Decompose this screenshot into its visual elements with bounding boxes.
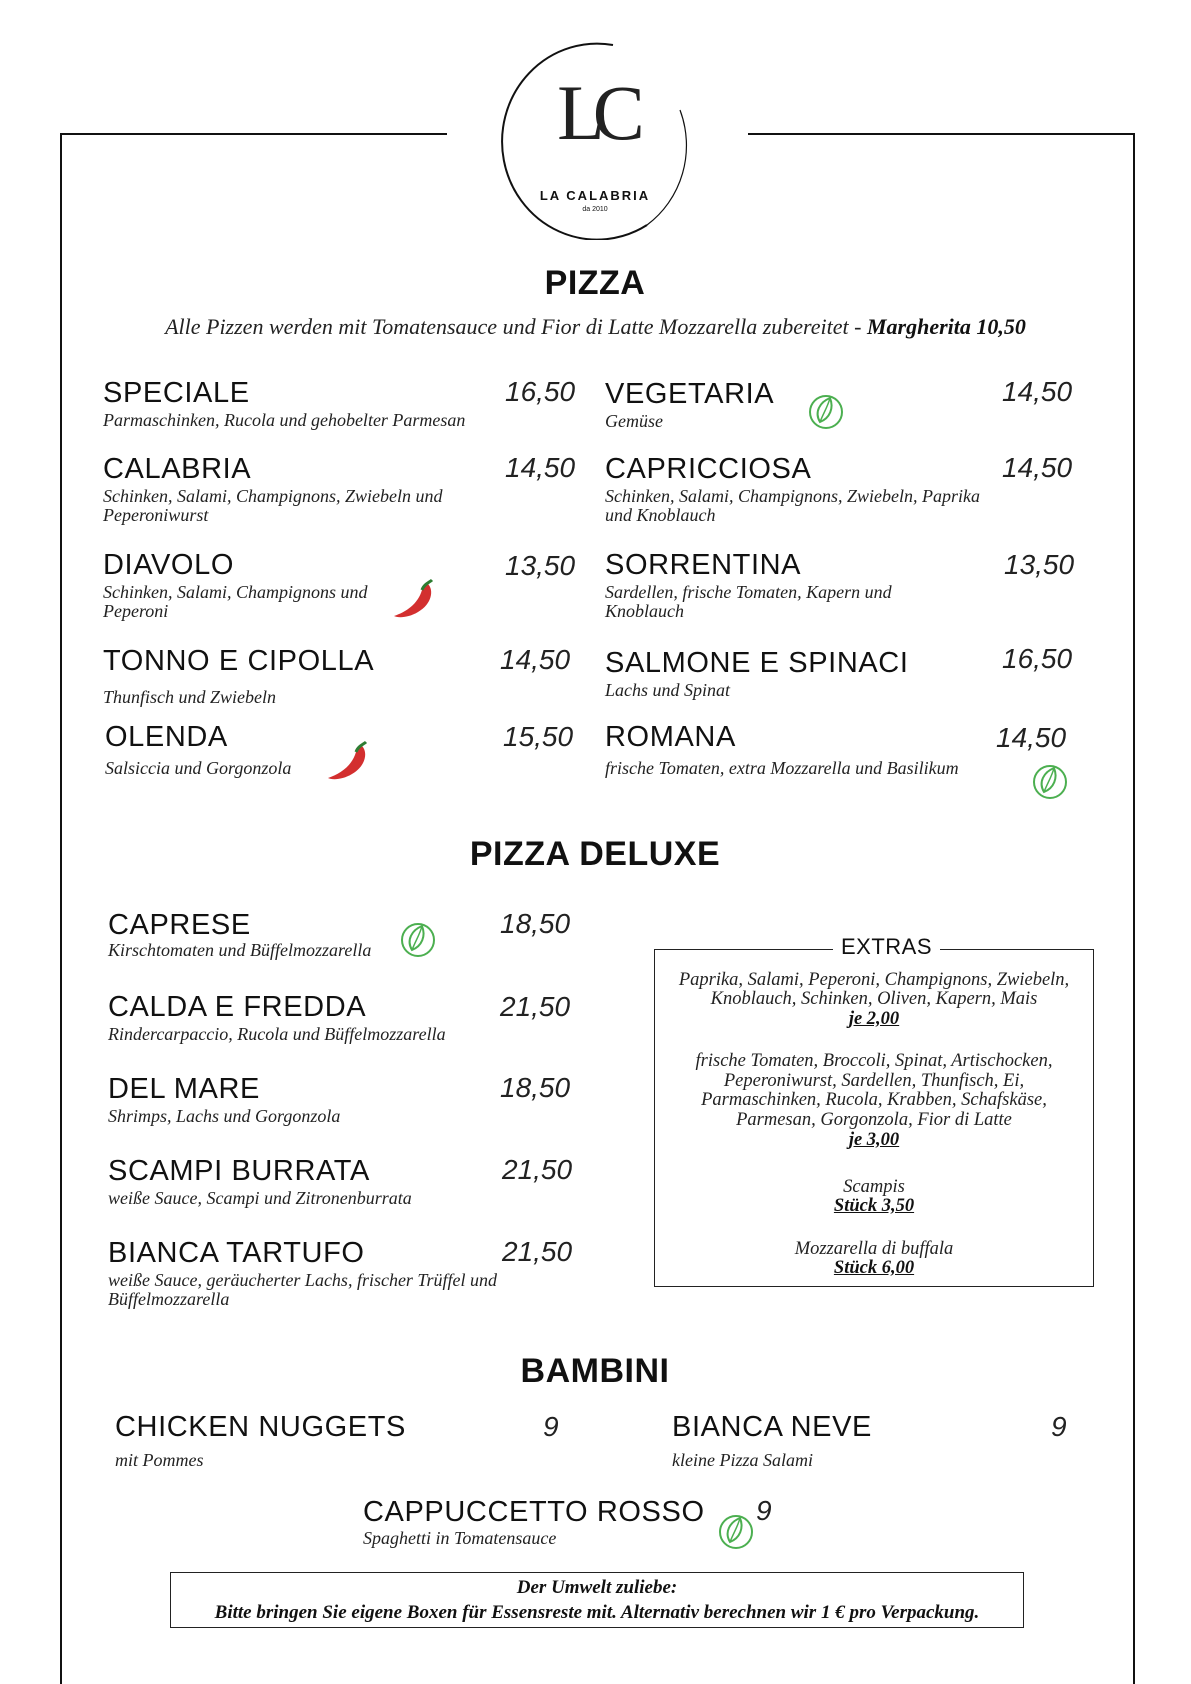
menu-item-scampi-burrata xyxy=(108,1156,528,1208)
menu-item-del-mare xyxy=(108,1074,488,1126)
menu-item-calda-e-fredda xyxy=(108,992,528,1044)
brand-logo xyxy=(495,40,695,240)
menu-item-capricciosa xyxy=(605,454,985,525)
menu-item-salmone-e-spinaci xyxy=(605,648,985,700)
pizza-intro-margherita: Margherita 10,50 xyxy=(866,314,1026,339)
deluxe-section-title: PIZZA DELUXE xyxy=(469,835,721,873)
frame-left-line xyxy=(60,133,62,1684)
menu-item-speciale xyxy=(103,378,523,430)
item-desc: Rindercarpaccio, Rucola und Büffelmozzarella xyxy=(108,1024,446,1045)
item-name: CAPPUCCETTO ROSSO xyxy=(363,1496,705,1528)
menu-item-caprese xyxy=(108,910,408,960)
item-name: SCAMPI BURRATA xyxy=(108,1155,370,1187)
frame-top-left-line xyxy=(60,133,447,135)
menu-item-tonno-e-cipolla xyxy=(103,646,503,707)
item-desc: Schinken, Salami, Champignons, Zwiebeln und Peperoniwurst xyxy=(103,486,443,526)
menu-item-sorrentina xyxy=(605,550,925,621)
logo-name: LA CALABRIA xyxy=(539,188,651,203)
item-name: CAPRESE xyxy=(108,909,251,941)
item-price: 9 xyxy=(543,1411,559,1442)
bambini-section-title: BAMBINI xyxy=(520,1352,670,1390)
item-desc: weiße Sauce, geräucherter Lachs, frischer Trüffel und Büffelmozzarella xyxy=(108,1270,497,1310)
item-name: BIANCA TARTUFO xyxy=(108,1237,365,1269)
pizza-intro xyxy=(0,314,1191,340)
item-price: 14,50 xyxy=(996,722,1067,753)
logo-since: da 2010 xyxy=(582,206,608,213)
item-name: CALDA E FREDDA xyxy=(108,991,367,1023)
item-name: DIAVOLO xyxy=(103,549,234,581)
item-desc: Salsiccia und Gorgonzola xyxy=(105,758,292,779)
extras-line: Mozzarella di buffala xyxy=(794,1239,954,1259)
item-desc: Spaghetti in Tomatensauce xyxy=(363,1528,557,1549)
item-name: VEGETARIA xyxy=(605,378,775,410)
item-price: 21,50 xyxy=(500,991,571,1022)
item-desc: kleine Pizza Salami xyxy=(672,1450,813,1471)
vegetarian-leaf-icon xyxy=(716,1510,756,1552)
menu-item-romana xyxy=(605,722,1025,778)
item-desc: Sardellen, frische Tomaten, Kapern und Knoblauch xyxy=(605,582,892,622)
item-desc: Lachs und Spinat xyxy=(605,680,731,701)
extras-price: je 2,00 xyxy=(848,1009,900,1029)
item-name: SPECIALE xyxy=(103,377,250,409)
item-desc: weiße Sauce, Scampi und Zitronenburrata xyxy=(108,1188,412,1209)
item-price: 18,50 xyxy=(500,908,571,939)
menu-item-calabria xyxy=(103,454,463,525)
item-name: CAPRICCIOSA xyxy=(605,453,812,485)
pizza-section-title: PIZZA xyxy=(544,264,646,302)
item-price: 21,50 xyxy=(502,1236,573,1267)
item-price: 14,50 xyxy=(505,452,576,483)
vegetarian-leaf-icon xyxy=(398,918,438,960)
item-price: 21,50 xyxy=(502,1154,573,1185)
extras-line: frische Tomaten, Broccoli, Spinat, Artischocken, xyxy=(695,1051,1053,1071)
item-price: 13,50 xyxy=(505,550,576,581)
vegetarian-leaf-icon xyxy=(1030,760,1070,802)
chili-icon xyxy=(326,740,372,782)
extras-line: Parmaschinken, Rucola, Krabben, Schafskäse, xyxy=(701,1090,1047,1110)
item-price: 14,50 xyxy=(500,644,571,675)
vegetarian-leaf-icon xyxy=(806,390,846,432)
item-name: TONNO E CIPOLLA xyxy=(103,645,375,677)
menu-item-chicken-nuggets xyxy=(115,1412,495,1470)
item-name: SORRENTINA xyxy=(605,549,802,581)
item-price: 14,50 xyxy=(1002,452,1073,483)
extras-line: Scampis xyxy=(843,1177,905,1197)
item-price: 16,50 xyxy=(505,376,576,407)
menu-item-vegetaria xyxy=(605,379,905,431)
item-name: CHICKEN NUGGETS xyxy=(115,1411,406,1443)
extras-line: Peperoniwurst, Sardellen, Thunfisch, Ei, xyxy=(723,1071,1025,1091)
item-price: 15,50 xyxy=(503,721,574,752)
item-name: DEL MARE xyxy=(108,1073,260,1105)
item-desc: Schinken, Salami, Champignons, Zwiebeln, Paprika und Knoblauch xyxy=(605,486,980,526)
extras-title: EXTRAS xyxy=(833,934,940,960)
logo-initials: LC xyxy=(557,69,633,156)
menu-item-bianca-tartufo xyxy=(108,1238,548,1309)
extras-price: Stück 3,50 xyxy=(833,1196,915,1216)
item-price: 9 xyxy=(756,1495,772,1526)
item-name: ROMANA xyxy=(605,721,736,753)
menu-item-diavolo xyxy=(103,550,403,621)
extras-line: Knoblauch, Schinken, Oliven, Kapern, Mais xyxy=(710,989,1038,1009)
extras-price: Stück 6,00 xyxy=(833,1258,915,1278)
chili-icon xyxy=(392,578,438,620)
item-desc: Thunfisch und Zwiebeln xyxy=(103,687,277,708)
menu-item-cappuccetto-rosso xyxy=(363,1497,723,1548)
item-desc: mit Pommes xyxy=(115,1450,204,1471)
item-price: 16,50 xyxy=(1002,643,1073,674)
note-heading: Der Umwelt zuliebe: xyxy=(516,1577,678,1598)
item-name: CALABRIA xyxy=(103,453,252,485)
item-price: 13,50 xyxy=(1004,549,1075,580)
item-desc: Gemüse xyxy=(605,411,663,432)
item-name: SALMONE E SPINACI xyxy=(605,647,909,679)
item-name: BIANCA NEVE xyxy=(672,1411,872,1443)
item-desc: frische Tomaten, extra Mozzarella und Basilikum xyxy=(605,758,959,779)
pizza-intro-text: Alle Pizzen werden mit Tomatensauce und Fior di Latte Mozzarella zubereitet - xyxy=(165,314,867,339)
item-desc: Kirschtomaten und Büffelmozzarella xyxy=(108,940,372,961)
item-price: 9 xyxy=(1051,1411,1067,1442)
item-price: 18,50 xyxy=(500,1072,571,1103)
note-text: Bitte bringen Sie eigene Boxen für Essensreste mit. Alternativ berechnen wir 1 € pro Verpackung. xyxy=(214,1602,980,1623)
item-desc: Parmaschinken, Rucola und gehobelter Parmesan xyxy=(103,410,466,431)
item-desc: Schinken, Salami, Champignons und Peperoni xyxy=(103,582,368,622)
frame-top-right-line xyxy=(748,133,1135,135)
menu-item-bianca-neve xyxy=(672,1412,972,1470)
environment-note xyxy=(170,1572,1024,1628)
item-desc: Shrimps, Lachs und Gorgonzola xyxy=(108,1106,341,1127)
frame-right-line xyxy=(1133,133,1135,1684)
extras-line: Paprika, Salami, Peperoni, Champignons, Zwiebeln, xyxy=(678,970,1070,990)
extras-line: Parmesan, Gorgonzola, Fior di Latte xyxy=(736,1110,1012,1130)
item-name: OLENDA xyxy=(105,721,228,753)
item-price: 14,50 xyxy=(1002,376,1073,407)
extras-price: je 3,00 xyxy=(848,1130,900,1150)
